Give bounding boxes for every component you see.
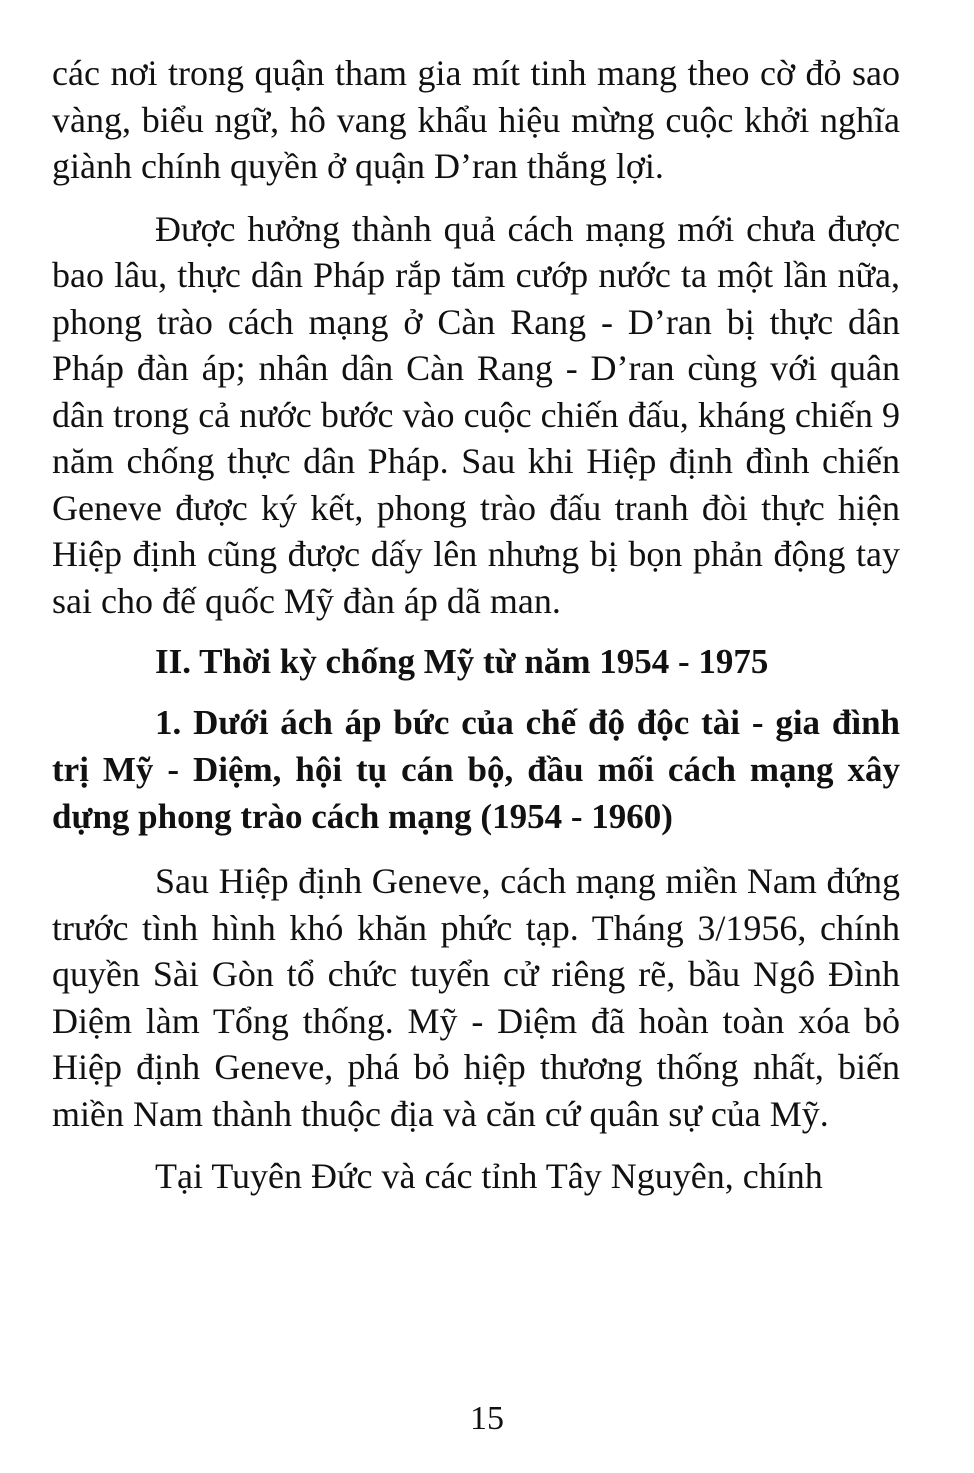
paragraph-2: Được hưởng thành quả cách mạng mới chưa được bao lâu, thực dân Pháp rắp tăm cướp nước ta một lần nữa, phong trào cách mạng ở Càn Rang - D’ran bị thực dân Pháp đàn áp; nhân dân Càn Rang - D’ran cùng với quân dân trong cả nước bước vào cuộc chiến đấu, kháng chiến 9 năm chống thực dân Pháp. Sau khi Hiệp định đình chiến Geneve được ký kết, phong trào đấu tranh đòi thực hiện Hiệp định cũng được dấy lên nhưng bị bọn phản động tay sai cho đế quốc Mỹ đàn áp dã man. bbox=[52, 208, 900, 621]
paragraph-4: Tại Tuyên Đức và các tỉnh Tây Nguyên, chính bbox=[155, 1156, 823, 1196]
document-page bbox=[52, 50, 900, 1200]
subsection-heading: 1. Dưới ách áp bức của chế độ độc tài - gia đình trị Mỹ - Diệm, hội tụ cán bộ, đầu mối cách mạng xây dựng phong trào cách mạng (1954 - 1960) bbox=[52, 703, 900, 836]
paragraph-1: các nơi trong quận tham gia mít tinh mang theo cờ đỏ sao vàng, biểu ngữ, hô vang khẩu hiệu mừng cuộc khởi nghĩa giành chính quyền ở quận D’ran thắng lợi. bbox=[52, 53, 900, 186]
page-number: 15 bbox=[470, 1400, 504, 1437]
section-heading: II. Thời kỳ chống Mỹ từ năm 1954 - 1975 bbox=[155, 642, 769, 681]
paragraph-3: Sau Hiệp định Geneve, cách mạng miền Nam đứng trước tình hình khó khăn phức tạp. Tháng 3/1956, chính quyền Sài Gòn tổ chức tuyển cử riêng rẽ, bầu Ngô Đình Diệm làm Tổng thống. Mỹ - Diệm đã hoàn toàn xóa bỏ Hiệp định Geneve, phá bỏ hiệp thương thống nhất, biến miền Nam thành thuộc địa và căn cứ quân sự của Mỹ. bbox=[52, 861, 900, 1134]
